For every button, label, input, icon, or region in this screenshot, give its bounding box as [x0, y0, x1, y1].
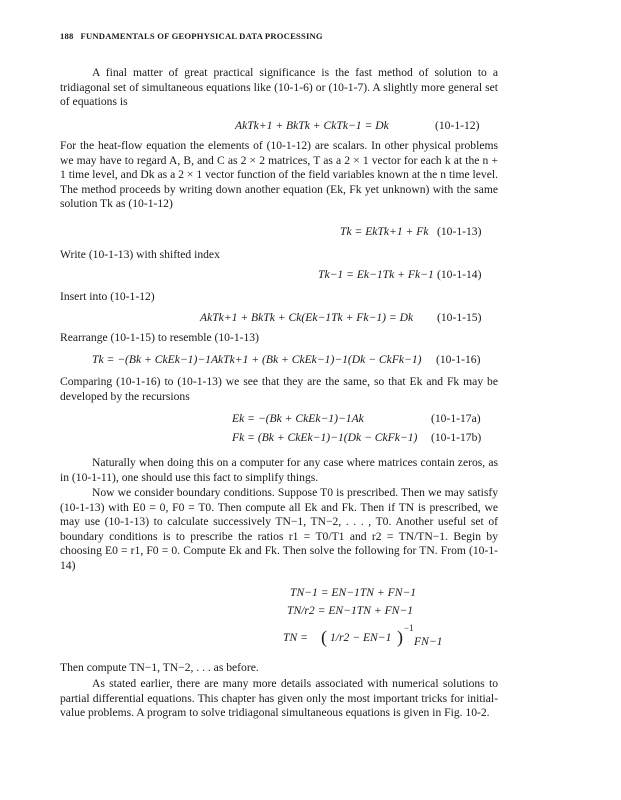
paragraph-6: Then compute TN−1, TN−2, . . . as before.	[60, 661, 259, 674]
equation-boundary-3-paren: 1/r2 − EN−1	[330, 631, 392, 644]
equation-10-1-14: Tk−1 = Ek−1Tk + Fk−1	[318, 268, 434, 281]
equation-boundary-2: TN/r2 = EN−1TN + FN−1	[287, 604, 414, 617]
equation-label-10-1-14: (10-1-14)	[437, 268, 482, 281]
paragraph-3: Comparing (10-1-16) to (10-1-13) we see that they are the same, so that Ek and Fk may be developed by the recursions	[60, 375, 498, 403]
text-write-shifted: Write (10-1-13) with shifted index	[60, 248, 220, 261]
paragraph-4: Naturally when doing this on a computer for any case where matrices contain zeros, as in (10-1-11), one should use this fact to simplify things.	[60, 456, 498, 484]
equation-boundary-3-exponent: −1	[404, 623, 414, 633]
equation-10-1-13: Tk = EkTk+1 + Fk	[340, 225, 429, 238]
running-header	[60, 31, 323, 41]
equation-label-10-1-17a: (10-1-17a)	[431, 412, 481, 425]
equation-boundary-3-tail: FN−1	[414, 635, 443, 648]
equation-10-1-15: AkTk+1 + BkTk + Ck(Ek−1Tk + Fk−1) = Dk	[200, 311, 414, 324]
equation-boundary-3-right-paren: )	[397, 627, 403, 647]
paragraph-1: A final matter of great practical significance is the fast method of solution to a tridiagonal set of simultaneous equations like (10-1-6) or (10-1-7). A slightly more general set of equations is	[60, 66, 498, 109]
equation-boundary-3-lhs: TN =	[283, 631, 308, 644]
running-title: FUNDAMENTALS OF GEOPHYSICAL DATA PROCESSING	[80, 31, 323, 41]
paragraph-2: For the heat-flow equation the elements of (10-1-12) are scalars. In other physical problems we may have to regard A, B, and C as 2 × 2 matrices, T as a 2 × 1 vector for each k at the n + 1 time level, and Dk as a 2 × 1 vector function of the field variables known at the n time level. The method proceeds by writing down another equation (Ek, Fk yet unknown) with the same solution Tk as (10-1-12)	[60, 139, 498, 211]
equation-label-10-1-16: (10-1-16)	[436, 353, 481, 366]
equation-label-10-1-17b: (10-1-17b)	[431, 431, 482, 444]
equation-boundary-1: TN−1 = EN−1TN + FN−1	[290, 586, 417, 599]
text-insert-into: Insert into (10-1-12)	[60, 290, 155, 303]
paragraph-7: As stated earlier, there are many more details associated with numerical solutions to partial differential equations. This chapter has given only the most important tricks for initial-value problems. A program to solve tridiagonal simultaneous equations is given in Fig. 10-2.	[60, 677, 498, 720]
page-number: 188	[60, 31, 74, 41]
equation-10-1-17a: Ek = −(Bk + CkEk−1)−1Ak	[232, 412, 364, 425]
equation-label-10-1-12: (10-1-12)	[435, 119, 480, 132]
equation-label-10-1-15: (10-1-15)	[437, 311, 482, 324]
text-rearrange: Rearrange (10-1-15) to resemble (10-1-13)	[60, 331, 259, 344]
equation-10-1-12: AkTk+1 + BkTk + CkTk−1 = Dk	[235, 119, 389, 132]
paragraph-5: Now we consider boundary conditions. Suppose T0 is prescribed. Then we may satisfy (10-1-13) with E0 = 0, F0 = T0. Then compute all Ek and Fk. Then if TN is prescribed, we may use (10-1-13) to calculate successively TN−1, TN−2, . . . , T0. Another useful set of boundary conditions is to prescribe the ratios r1 = T0/T1 and r2 = TN/TN−1. Begin by choosing E0 = r1, F0 = 0. Compute Ek and Fk. Then solve the following for TN. From (10-1-14)	[60, 486, 498, 572]
equation-boundary-3-left-paren: (	[321, 627, 327, 647]
equation-label-10-1-13: (10-1-13)	[437, 225, 482, 238]
equation-10-1-16: Tk = −(Bk + CkEk−1)−1AkTk+1 + (Bk + CkEk−1)−1(Dk − CkFk−1)	[92, 353, 422, 366]
equation-10-1-17b: Fk = (Bk + CkEk−1)−1(Dk − CkFk−1)	[232, 431, 418, 444]
